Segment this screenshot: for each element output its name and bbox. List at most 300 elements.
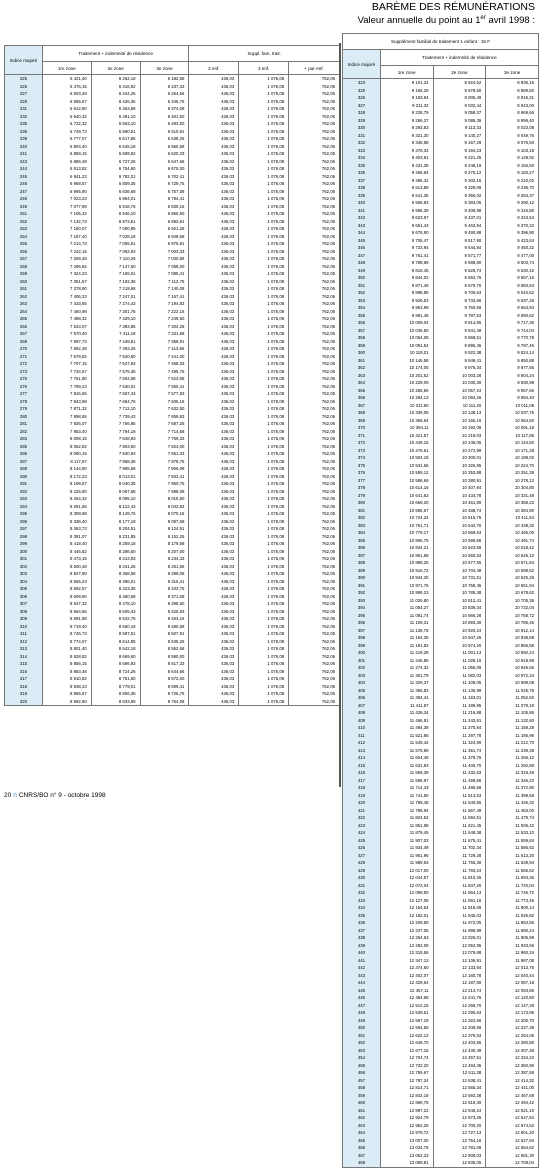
indice-cell: 412 [343,739,381,747]
value-cell: 9 266,37 [380,117,433,125]
value-cell: 1 076,08 [239,495,289,503]
table-row [5,195,340,203]
indice-cell: 403 [343,672,381,680]
value-cell: 7 433,65 [42,300,91,308]
value-cell: 8 889,60 [486,87,539,95]
value-cell: 762,06 [289,480,340,488]
indice-cell: 244 [5,165,43,173]
indice-cell: 389 [343,567,381,575]
value-cell: 12 539,61 [380,1009,433,1017]
value-cell: 7 214,73 [42,240,91,248]
value-cell: 10 779,17 [380,529,433,537]
value-cell: 6 886,48 [42,158,91,166]
value-cell: 762,06 [289,338,340,346]
value-cell: 9 841,49 [433,327,486,335]
table-row [343,259,539,267]
value-cell: 1 076,08 [239,608,289,616]
indice-cell: 258 [5,263,43,271]
indice-cell: 226 [5,83,43,91]
value-cell: 9 850,88 [486,357,539,365]
table-row [5,188,340,196]
value-cell: 1 076,08 [239,600,289,608]
indice-cell: 294 [5,503,43,511]
indice-cell: 411 [343,732,381,740]
value-cell: 8 117,57 [42,458,91,466]
value-cell: 762,06 [289,518,340,526]
value-cell: 11 055,09 [433,664,486,672]
value-cell: 10 326,95 [433,462,486,470]
value-cell: 7 140,08 [140,285,189,293]
value-cell: 6 757,08 [140,188,189,196]
indice-cell: 288 [5,465,43,473]
table-row [343,799,539,807]
value-cell: 10 091,54 [380,342,433,350]
value-cell: 7 082,93 [91,248,140,256]
value-cell: 7 543,07 [42,323,91,331]
value-cell: 1 076,08 [239,308,289,316]
indice-cell: 364 [343,379,381,387]
value-cell: 12 120,60 [486,994,539,1002]
table-row [343,919,539,927]
value-cell: 9 981,46 [380,312,433,320]
value-cell: 436,03 [189,218,239,226]
value-cell: 9 376,34 [380,147,433,155]
table-row [343,957,539,965]
value-cell: 9 598,80 [433,259,486,267]
value-cell: 8 642,18 [91,645,140,653]
indice-cell: 325 [343,87,381,95]
table-row [343,867,539,875]
value-cell: 8 910,82 [42,675,91,683]
value-cell: 10 144,60 [486,439,539,447]
value-cell: 7 077,99 [42,203,91,211]
value-cell: 7 848,93 [91,435,140,443]
value-cell: 11 346,22 [486,777,539,785]
value-cell: 1 076,08 [239,630,289,638]
indice-cell: 273 [5,368,43,376]
value-cell: 10 598,52 [486,567,539,575]
value-cell: 436,03 [189,390,239,398]
indice-cell: 290 [5,473,43,481]
value-cell: 7 898,65 [42,413,91,421]
value-cell: 9 583,84 [486,282,539,290]
value-cell: 11 907,02 [380,837,433,845]
indice-cell: 385 [343,537,381,545]
table-row [343,1032,539,1040]
value-cell: 9 788,98 [380,259,433,267]
value-cell: 10 724,24 [380,514,433,522]
footer [4,792,106,799]
value-cell: 12 754,16 [433,1137,486,1145]
indice-cell: 397 [343,627,381,635]
table-row [343,319,539,327]
table-row [343,507,539,515]
value-cell: 10 945,66 [486,664,539,672]
value-cell: 7 577,83 [140,390,189,398]
table-row [343,754,539,762]
indice-cell: 439 [343,942,381,950]
table-row [343,297,539,305]
value-cell: 1 076,08 [239,75,289,83]
table-row [5,165,340,173]
value-cell: 8 067,68 [91,488,140,496]
value-cell: 8 801,40 [42,645,91,653]
table-row [343,289,539,297]
table-row [343,357,539,365]
value-cell: 762,06 [289,120,340,128]
table-row [5,158,340,166]
value-cell: 11 945,03 [433,912,486,920]
value-cell: 11 384,41 [380,694,433,702]
table-row [5,510,340,518]
value-cell: 7 110,26 [91,255,140,263]
indice-cell: 402 [343,664,381,672]
value-cell: 9 898,95 [380,289,433,297]
value-cell: 11 292,80 [486,762,539,770]
value-cell: 12 574,52 [486,1122,539,1130]
value-cell: 6 729,75 [140,180,189,188]
value-cell: 9 423,64 [486,237,539,245]
table-row [5,690,340,698]
value-cell: 11 159,28 [486,724,539,732]
value-cell: 7 137,60 [91,263,140,271]
value-cell: 12 835,05 [433,1159,486,1167]
table-row [343,597,539,605]
value-cell: 1 076,08 [239,525,289,533]
value-cell: 8 532,76 [91,615,140,623]
value-cell: 11 960,34 [486,949,539,957]
value-cell: 7 383,85 [91,323,140,331]
table-row [343,882,539,890]
indice-cell: 353 [343,297,381,305]
value-cell: 8 289,08 [140,570,189,578]
value-cell: 9 437,01 [433,214,486,222]
value-cell: 12 511,38 [433,1069,486,1077]
table-row [343,349,539,357]
indice-cell: 311 [5,630,43,638]
value-cell: 1 076,08 [239,420,289,428]
value-cell: 1 076,08 [239,173,289,181]
value-cell: 436,03 [189,503,239,511]
table-row [5,533,340,541]
value-cell: 436,03 [189,180,239,188]
value-cell: 1 076,08 [239,585,289,593]
value-cell: 436,03 [189,638,239,646]
indice-cell: 291 [5,480,43,488]
table-row [343,634,539,642]
value-cell: 11 631,93 [380,762,433,770]
value-cell: 9 329,09 [433,184,486,192]
value-cell: 8 582,57 [42,585,91,593]
value-cell: 1 076,08 [239,413,289,421]
value-cell: 8 969,66 [486,109,539,117]
value-cell: 6 864,01 [91,195,140,203]
table-row [343,1054,539,1062]
value-cell: 8 368,68 [91,570,140,578]
value-cell: 12 457,11 [380,987,433,995]
indice-cell: 275 [5,375,43,383]
value-cell: 12 376,53 [433,1032,486,1040]
value-cell: 436,03 [189,135,239,143]
value-cell: 762,06 [289,465,340,473]
table-row [343,829,539,837]
indice-cell: 265 [5,315,43,323]
value-cell: 12 619,30 [433,1099,486,1107]
value-cell: 7 761,90 [42,375,91,383]
indice-cell: 337 [343,177,381,185]
value-cell: 7 632,50 [140,405,189,413]
table-row [5,428,340,436]
value-cell: 7 441,00 [140,353,189,361]
value-cell: 8 535,25 [140,638,189,646]
indice-cell: 420 [343,799,381,807]
value-cell: 12 292,09 [380,942,433,950]
indice-cell: 467 [343,1152,381,1160]
value-cell: 8 308,98 [42,510,91,518]
value-cell: 436,03 [189,593,239,601]
indice-cell: 313 [5,645,43,653]
value-cell: 1 076,08 [239,578,289,586]
indice-cell: 398 [343,634,381,642]
value-cell: 762,06 [289,203,340,211]
indice-cell: 307 [5,600,43,608]
value-cell: 1 076,08 [239,203,289,211]
value-cell: 10 192,09 [433,424,486,432]
value-cell: 436,03 [189,480,239,488]
table-row [343,724,539,732]
value-cell: 12 173,96 [486,1009,539,1017]
value-cell: 11 586,52 [486,844,539,852]
value-cell: 7 411,18 [91,330,140,338]
value-cell: 9 744,04 [486,327,539,335]
value-cell: 762,06 [289,615,340,623]
table-row [343,627,539,635]
value-cell: 12 808,03 [433,1152,486,1160]
value-cell: 1 076,08 [239,390,289,398]
value-cell: 762,06 [289,195,340,203]
indice-cell: 342 [343,214,381,222]
value-cell: 436,03 [189,248,239,256]
indice-cell: 378 [343,484,381,492]
value-cell: 9 625,74 [433,267,486,275]
value-cell: 6 699,92 [91,150,140,158]
value-cell: 9 167,29 [433,139,486,147]
value-cell: 11 164,35 [380,634,433,642]
value-cell: 12 227,38 [486,1024,539,1032]
value-cell: 10 705,36 [486,597,539,605]
value-cell: 11 987,08 [486,957,539,965]
value-cell: 11 851,98 [380,822,433,830]
value-cell: 436,03 [189,458,239,466]
table-row [343,589,539,597]
value-cell: 8 507,91 [140,630,189,638]
value-cell: 10 449,15 [380,439,433,447]
value-cell: 9 477,00 [486,252,539,260]
value-cell: 9 049,76 [486,132,539,140]
value-cell: 762,06 [289,308,340,316]
indice-cell: 280 [5,413,43,421]
table-row [343,1137,539,1145]
value-cell: 12 403,55 [433,1039,486,1047]
indice-cell: 463 [343,1122,381,1130]
header-indice: Indice majoré [343,50,381,79]
table-row [5,398,340,406]
table-row [343,792,539,800]
indice-cell: 400 [343,649,381,657]
value-cell: 7 132,73 [42,218,91,226]
value-cell: 11 880,24 [486,927,539,935]
value-cell: 762,06 [289,180,340,188]
table-row [5,630,340,638]
table-row [343,499,539,507]
table-row [5,578,340,586]
value-cell: 12 952,26 [380,1122,433,1130]
indice-cell: 381 [343,507,381,515]
table-row [5,330,340,338]
value-cell: 12 484,68 [380,994,433,1002]
indice-cell: 358 [343,334,381,342]
indice-cell: 225 [5,75,43,83]
value-cell: 9 356,02 [433,192,486,200]
value-cell: 436,03 [189,293,239,301]
table-row [343,574,539,582]
value-cell: 11 246,86 [380,657,433,665]
value-cell: 8 726,75 [140,690,189,698]
value-cell: 10 892,24 [486,649,539,657]
value-cell: 1 076,08 [239,98,289,106]
value-cell: 436,03 [189,555,239,563]
value-cell: 8 453,16 [140,615,189,623]
value-cell: 6 453,68 [91,105,140,113]
value-cell: 9 517,90 [433,237,486,245]
table-row [343,447,539,455]
value-cell: 762,06 [289,405,340,413]
value-cell: 1 076,08 [239,638,289,646]
value-cell: 11 879,45 [380,829,433,837]
header-parenf: + par enf. [289,62,340,75]
value-cell: 436,03 [189,465,239,473]
header-suppl: Suppl. fam. trait. [189,46,340,62]
table-row [343,1024,539,1032]
value-cell: 1 076,08 [239,120,289,128]
value-cell: 8 916,31 [486,94,539,102]
value-cell: 10 650,53 [433,552,486,560]
table-row [5,210,340,218]
value-cell: 6 645,18 [91,143,140,151]
value-cell: 762,06 [289,660,340,668]
value-cell: 436,03 [189,285,239,293]
value-cell: 10 531,65 [380,462,433,470]
value-cell: 762,06 [289,390,340,398]
value-cell: 12 622,12 [380,1032,433,1040]
value-cell: 11 351,74 [433,747,486,755]
indice-cell: 380 [343,499,381,507]
value-cell: 9 953,99 [380,304,433,312]
value-cell: 12 649,70 [380,1039,433,1047]
indice-cell: 448 [343,1009,381,1017]
value-cell: 13 007,30 [380,1137,433,1145]
value-cell: 762,06 [289,600,340,608]
value-cell: 7 769,33 [140,435,189,443]
table-row [343,454,539,462]
value-cell: 6 754,60 [91,165,140,173]
value-cell: 762,06 [289,368,340,376]
value-cell: 11 933,66 [486,942,539,950]
value-cell: 9 383,05 [433,199,486,207]
table-row [343,147,539,155]
value-cell: 7 058,00 [140,263,189,271]
value-cell: 11 324,80 [433,739,486,747]
value-cell: 11 372,90 [486,784,539,792]
column-divider [339,43,341,787]
value-cell: 436,03 [189,615,239,623]
value-cell: 436,03 [189,338,239,346]
table-row [5,270,340,278]
value-cell: 11 105,86 [486,709,539,717]
indice-cell: 399 [343,642,381,650]
table-row [343,424,539,432]
value-cell: 762,06 [289,563,340,571]
value-cell: 6 946,10 [91,210,140,218]
table-row [343,124,539,132]
value-cell: 436,03 [189,698,239,706]
value-cell: 6 344,26 [91,90,140,98]
value-cell: 12 484,45 [433,1062,486,1070]
value-cell: 7 878,75 [140,458,189,466]
value-cell: 1 076,08 [239,323,289,331]
indice-cell: 271 [5,353,43,361]
value-cell: 12 457,51 [433,1054,486,1062]
value-cell: 7 000,85 [91,225,140,233]
indice-cell: 366 [343,394,381,402]
value-cell: 7 602,68 [91,375,140,383]
value-cell: 1 076,08 [239,150,289,158]
indice-cell: 338 [343,184,381,192]
indice-cell: 407 [343,702,381,710]
value-cell: 9 183,27 [486,169,539,177]
value-cell: 7 378,90 [42,285,91,293]
value-cell: 762,06 [289,585,340,593]
indice-cell: 445 [343,987,381,995]
indice-cell: 362 [343,364,381,372]
value-cell: 7 739,43 [91,413,140,421]
value-cell: 7 269,48 [42,255,91,263]
value-cell: 7 351,57 [42,278,91,286]
indice-cell: 461 [343,1107,381,1115]
value-cell: 7 714,58 [140,428,189,436]
value-cell: 10 732,04 [486,604,539,612]
value-cell: 436,03 [189,300,239,308]
indice-cell: 373 [343,447,381,455]
value-cell: 6 866,50 [140,210,189,218]
value-cell: 10 518,42 [486,544,539,552]
indice-cell: 251 [5,210,43,218]
value-cell: 12 349,59 [433,1024,486,1032]
table-row [5,660,340,668]
table-row [5,293,340,301]
value-cell: 12 347,13 [380,957,433,965]
value-cell: 9 760,59 [433,304,486,312]
value-cell: 11 189,95 [433,702,486,710]
value-cell: 7 684,76 [91,398,140,406]
value-cell: 9 733,66 [433,297,486,305]
indice-cell: 396 [343,619,381,627]
value-cell: 11 319,48 [486,769,539,777]
table-row [5,525,340,533]
value-cell: 436,03 [189,653,239,661]
indice-cell: 316 [5,668,43,676]
table-row [343,657,539,665]
